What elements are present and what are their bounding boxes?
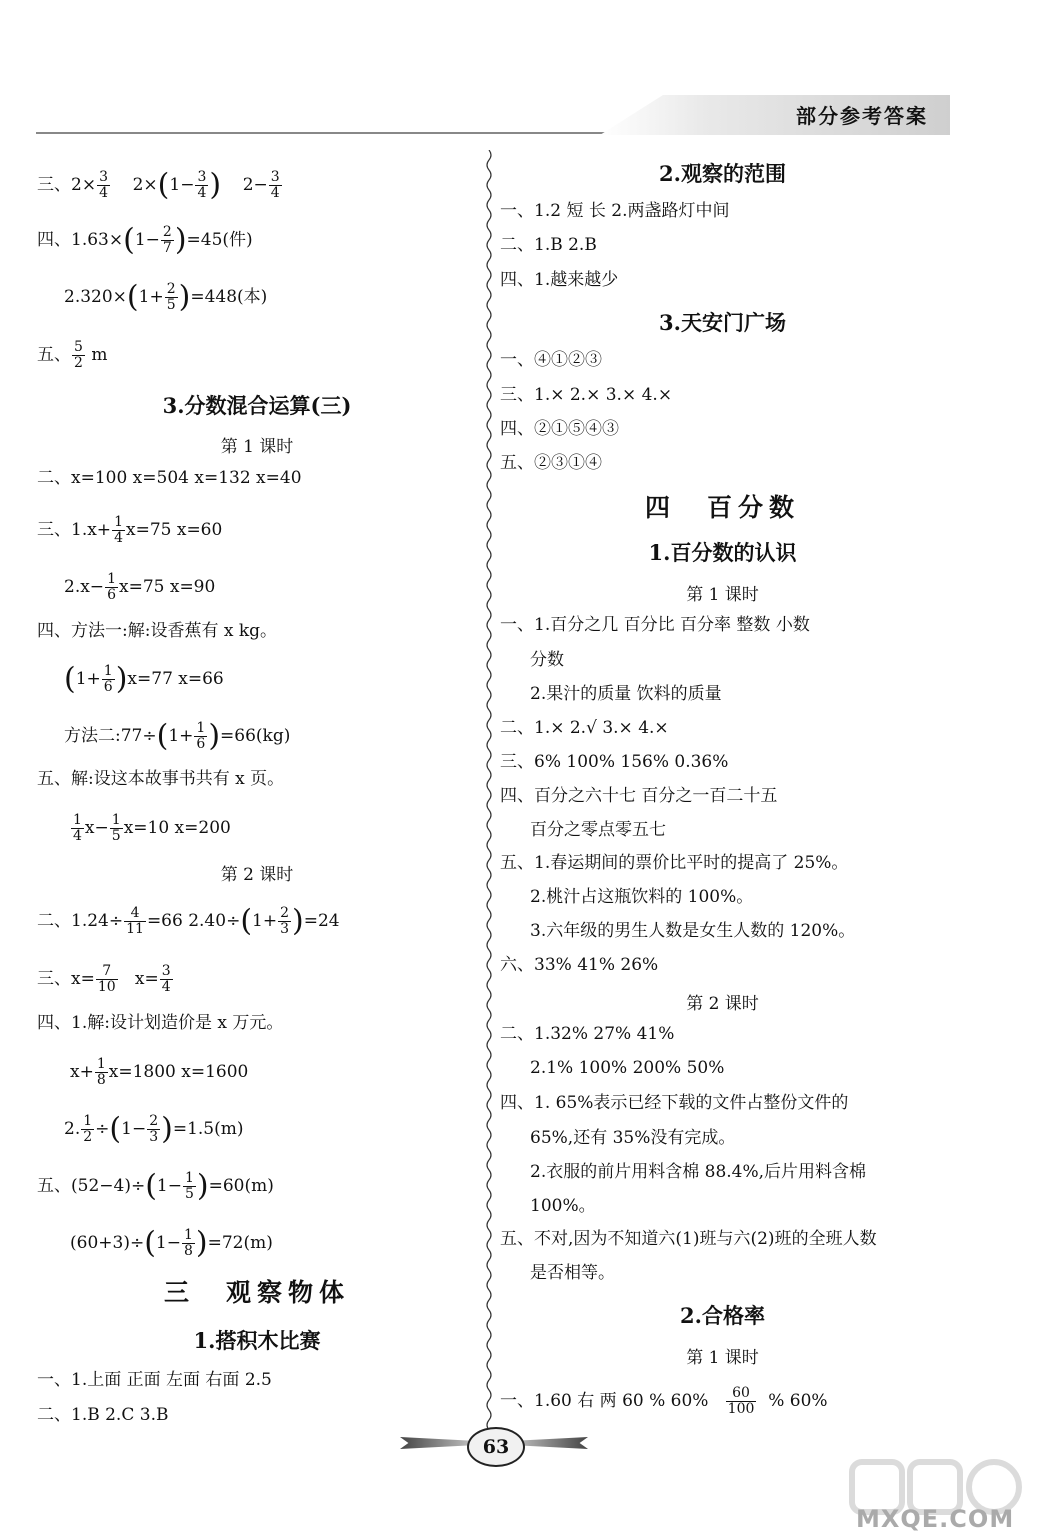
answer-line: 2.1% 100% 200% 50% [530,1058,725,1078]
answer-line: 二、1.B 2.B [500,235,597,255]
header-title: 部分参考答案 [796,104,928,128]
answer-line: (60+3)÷(1− $\frac{1}{8}$ )=72(m) [70,1225,273,1261]
page-number: 63 [467,1427,525,1467]
answer-line: 四、1.解:设计划造价是 x 万元。 [37,1013,284,1033]
fraction: $\frac{2}{5}$ [166,281,176,313]
answer-line: 四、1.越来越少 [500,270,619,290]
fraction: $\frac{1}{6}$ [196,720,206,752]
footer-ornament-left [400,1437,470,1449]
answer-line: 65%,还有 35%没有完成。 [530,1128,736,1148]
fraction: $\frac{1}{6}$ [107,571,116,603]
fraction: $\frac{7}{10}$ [97,963,116,995]
answer-line: 二、1.B 2.C 3.B [37,1405,169,1425]
answer-line: 一、1.上面 正面 左面 右面 2.5 [37,1370,272,1390]
answer-line: 三、6% 100% 156% 0.36% [500,752,729,772]
answer-line: 二、x=100 x=504 x=132 x=40 [37,468,302,488]
answer-line: 是否相等。 [530,1263,615,1283]
lesson-title: 第 2 课时 [220,865,294,885]
answer-line: 2. $\frac{1}{2}$ ÷(1− $\frac{2}{3}$ )=1.5(m) [64,1111,244,1147]
answer-line: 一、④①②③ [500,350,602,370]
answer-line: 一、1.60 右 两 60 % 60% $\frac{60}{100}$ % 60% [500,1385,828,1417]
answer-line: (1+ $\frac{1}{6}$ )x=77 x=66 [64,661,224,697]
chapter-title: 三 观察物体 [163,1278,350,1307]
answer-line: 四、方法一:解:设香蕉有 x kg。 [37,621,278,641]
answer-line: 五、不对,因为不知道六(1)班与六(2)班的全班人数 [500,1229,877,1249]
fraction: $\frac{1}{4}$ [73,812,82,844]
section-title: 1.搭积木比赛 [193,1328,321,1353]
answer-line: 五、②③①④ [500,453,602,473]
lesson-title: 第 1 课时 [686,1348,759,1368]
answer-line: 方法二:77÷(1+ $\frac{1}{6}$ )=66(kg) [64,718,291,754]
answer-line: 四、1.63×(1− $\frac{2}{7}$ )=45(件) [37,222,253,258]
answer-line: 2.x− $\frac{1}{6}$ x=75 x=90 [64,571,216,603]
section-title: 2.观察的范围 [659,161,786,186]
column-divider [484,150,494,1440]
chapter-title: 四 百分数 [644,493,800,522]
answer-line: $\frac{1}{4}$ x− $\frac{1}{5}$ x=10 x=200 [73,812,231,844]
section-title: 2.合格率 [680,1303,765,1328]
lesson-title: 第 1 课时 [686,585,759,605]
answer-line: 六、33% 41% 26% [500,955,659,975]
fraction: $\frac{60}{100}$ [727,1385,755,1417]
fraction: $\frac{3}{4}$ [197,169,207,201]
lesson-title: 第 2 课时 [686,994,759,1014]
header-rule [36,132,626,134]
answer-line: 三、x= $\frac{7}{10}$ x= $\frac{3}{4}$ [37,963,171,995]
answer-line: x+ $\frac{1}{8}$ x=1800 x=1600 [70,1056,249,1088]
answer-line: 100%。 [530,1196,596,1216]
fraction: $\frac{4}{11}$ [126,905,144,937]
answer-line: 五、 $\frac{5}{2}$ m [37,339,108,371]
watermark-text: MXQE.COM [856,1505,1015,1533]
fraction: $\frac{1}{5}$ [111,812,121,844]
fraction: $\frac{1}{8}$ [96,1056,106,1088]
answer-line: 五、1.春运期间的票价比平时的提高了 25%。 [500,853,849,873]
fraction: $\frac{1}{8}$ [183,1227,193,1259]
fraction: $\frac{1}{5}$ [184,1170,194,1202]
fraction: $\frac{1}{2}$ [83,1113,93,1145]
fraction: $\frac{1}{6}$ [103,663,113,695]
fraction: $\frac{2}{3}$ [149,1113,159,1145]
fraction: $\frac{5}{2}$ [74,339,83,371]
footer-ornament-right [518,1437,588,1449]
answer-line: 二、1.24÷ $\frac{4}{11}$ =66 2.40÷(1+ $\frac{2}{3}$ )=24 [37,903,340,939]
fraction: $\frac{2}{3}$ [280,905,290,937]
answer-line: 五、解:设这本故事书共有 x 页。 [37,769,285,789]
answer-line: 分数 [530,650,564,670]
fraction: $\frac{3}{4}$ [99,169,108,201]
answer-line: 二、1.32% 27% 41% [500,1024,675,1044]
fraction: $\frac{3}{4}$ [270,169,280,201]
answer-line: 五、(52−4)÷(1− $\frac{1}{5}$ )=60(m) [37,1168,274,1204]
fraction: $\frac{2}{7}$ [162,224,172,256]
answer-line: 四、1. 65%表示已经下载的文件占整份文件的 [500,1093,849,1113]
answer-line: 2.衣服的前片用料含棉 88.4%,后片用料含棉 [530,1162,867,1182]
answer-line: 三、2× $\frac{3}{4}$ 2×(1− $\frac{3}{4}$ ) 2− $\frac{3}{4}$ [37,167,280,203]
section-title: 1.百分数的认识 [648,540,797,565]
answer-line: 一、1.百分之几 百分比 百分率 整数 小数 [500,615,810,635]
answer-line: 百分之零点零五七 [530,820,666,840]
lesson-title: 第 1 课时 [220,437,294,457]
answer-line: 2.桃汁占这瓶饮料的 100%。 [530,887,754,907]
answer-line: 2.果汁的质量 饮料的质量 [530,684,722,704]
answer-line: 2.320×(1+ $\frac{2}{5}$ )=448(本) [64,279,268,315]
answer-line: 3.六年级的男生人数是女生人数的 120%。 [530,921,856,941]
section-title: 3.天安门广场 [659,310,786,335]
answer-line: 三、1.× 2.× 3.× 4.× [500,385,673,405]
fraction: $\frac{1}{4}$ [114,514,123,546]
section-title: 3.分数混合运算(三) [162,393,352,418]
answer-line: 一、1.2 短 长 2.两盏路灯中间 [500,201,730,221]
answer-line: 二、1.× 2.√ 3.× 4.× [500,718,669,738]
answer-line: 三、1.x+ $\frac{1}{4}$ x=75 x=60 [37,514,223,546]
answer-line: 四、百分之六十七 百分之一百二十五 [500,786,778,806]
fraction: $\frac{3}{4}$ [161,963,171,995]
answer-line: 四、②①⑤④③ [500,419,619,439]
